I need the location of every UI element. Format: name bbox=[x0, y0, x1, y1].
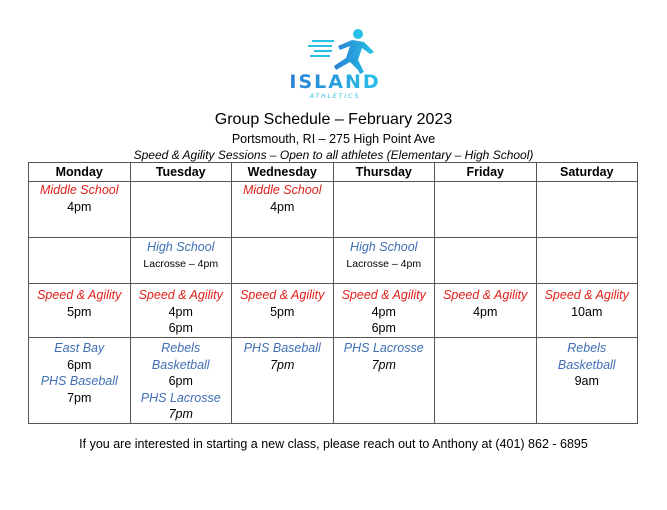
sessions-note: Speed & Agility Sessions – Open to all athletes (Elementary – High School) bbox=[133, 148, 534, 162]
svg-text:ISLAND: ISLAND bbox=[289, 71, 381, 93]
class-time: 7pm bbox=[168, 407, 193, 421]
class-time: 5pm bbox=[270, 304, 295, 319]
class-label: High School bbox=[147, 240, 215, 254]
class-label: PHS Lacrosse bbox=[140, 390, 221, 405]
class-time: 4pm bbox=[270, 199, 295, 214]
class-label: PHS Baseball bbox=[243, 341, 321, 355]
table-row bbox=[29, 284, 638, 338]
cell-thu-high-school bbox=[333, 238, 435, 284]
cell-wed-teams bbox=[232, 338, 334, 424]
class-label: PHS Baseball bbox=[40, 374, 118, 388]
class-label: PHS Lacrosse bbox=[343, 341, 424, 355]
cell-mon-middle-school bbox=[29, 182, 131, 238]
class-time: Lacrosse – 4pm bbox=[143, 257, 219, 270]
class-label: Rebels bbox=[161, 341, 201, 355]
day-header-thursday: Thursday bbox=[333, 163, 435, 182]
day-header-saturday: Saturday bbox=[536, 163, 638, 182]
class-label: Speed & Agility bbox=[37, 288, 122, 302]
class-time: 6pm bbox=[168, 374, 193, 388]
cell-sat-teams bbox=[536, 338, 638, 424]
day-header-tuesday: Tuesday bbox=[130, 163, 232, 182]
cell-empty bbox=[29, 238, 131, 284]
page-title: Group Schedule – February 2023 bbox=[214, 111, 453, 128]
svg-text:ATHLETICS: ATHLETICS bbox=[309, 93, 361, 100]
runner-logo-icon bbox=[262, 26, 408, 102]
table-row bbox=[29, 238, 638, 284]
cell-tue-teams bbox=[130, 338, 232, 424]
class-time: 10am bbox=[571, 304, 603, 319]
island-athletics-logo bbox=[262, 26, 408, 102]
table-row bbox=[29, 338, 638, 424]
class-time: Lacrosse – 4pm bbox=[346, 257, 422, 270]
class-label: Basketball bbox=[557, 357, 616, 372]
class-time: 6pm bbox=[371, 321, 396, 335]
day-header-monday: Monday bbox=[29, 163, 131, 182]
cell-tue-high-school bbox=[130, 238, 232, 284]
cell-fri-speed-agility bbox=[435, 284, 537, 338]
location-subtitle: Portsmouth, RI – 275 High Point Ave bbox=[231, 132, 436, 146]
class-label: Speed & Agility bbox=[341, 288, 426, 302]
cell-tue-speed-agility bbox=[130, 284, 232, 338]
class-time: 7pm bbox=[67, 390, 92, 405]
cell-empty bbox=[435, 338, 537, 424]
cell-empty bbox=[333, 182, 435, 238]
class-label: Speed & Agility bbox=[240, 288, 325, 302]
class-label: High School bbox=[350, 240, 418, 254]
day-header-friday: Friday bbox=[435, 163, 537, 182]
cell-empty bbox=[130, 182, 232, 238]
class-label: Speed & Agility bbox=[138, 288, 223, 302]
cell-sat-speed-agility bbox=[536, 284, 638, 338]
class-time: 4pm bbox=[473, 304, 498, 319]
class-time: 5pm bbox=[67, 304, 92, 319]
class-label: Speed & Agility bbox=[443, 288, 528, 302]
class-time: 4pm bbox=[67, 199, 92, 214]
class-time: 9am bbox=[574, 374, 599, 388]
class-time: 7pm bbox=[270, 357, 295, 372]
cell-mon-teams bbox=[29, 338, 131, 424]
cell-empty bbox=[435, 182, 537, 238]
class-label: East Bay bbox=[54, 341, 105, 355]
class-time: 4pm bbox=[168, 304, 193, 319]
class-label: Middle School bbox=[39, 183, 119, 197]
class-label: Speed & Agility bbox=[544, 288, 629, 302]
cell-thu-speed-agility bbox=[333, 284, 435, 338]
class-time: 6pm bbox=[168, 321, 193, 335]
cell-wed-speed-agility bbox=[232, 284, 334, 338]
day-header-wednesday: Wednesday bbox=[232, 163, 334, 182]
class-label: Rebels bbox=[567, 341, 607, 355]
class-time: 6pm bbox=[67, 357, 92, 372]
day-header-row bbox=[29, 163, 638, 182]
cell-empty bbox=[536, 182, 638, 238]
cell-empty bbox=[232, 238, 334, 284]
cell-mon-speed-agility bbox=[29, 284, 131, 338]
cell-thu-teams bbox=[333, 338, 435, 424]
contact-footer: If you are interested in starting a new class, please reach out to Anthony at (401) 862 - 6895 bbox=[79, 437, 588, 451]
class-time: 4pm bbox=[371, 304, 396, 319]
table-row bbox=[29, 182, 638, 238]
schedule-table bbox=[28, 162, 638, 424]
cell-empty bbox=[435, 238, 537, 284]
class-label: Basketball bbox=[151, 357, 210, 372]
cell-empty bbox=[536, 238, 638, 284]
class-time: 7pm bbox=[371, 357, 396, 372]
class-label: Middle School bbox=[242, 183, 322, 197]
cell-wed-middle-school bbox=[232, 182, 334, 238]
